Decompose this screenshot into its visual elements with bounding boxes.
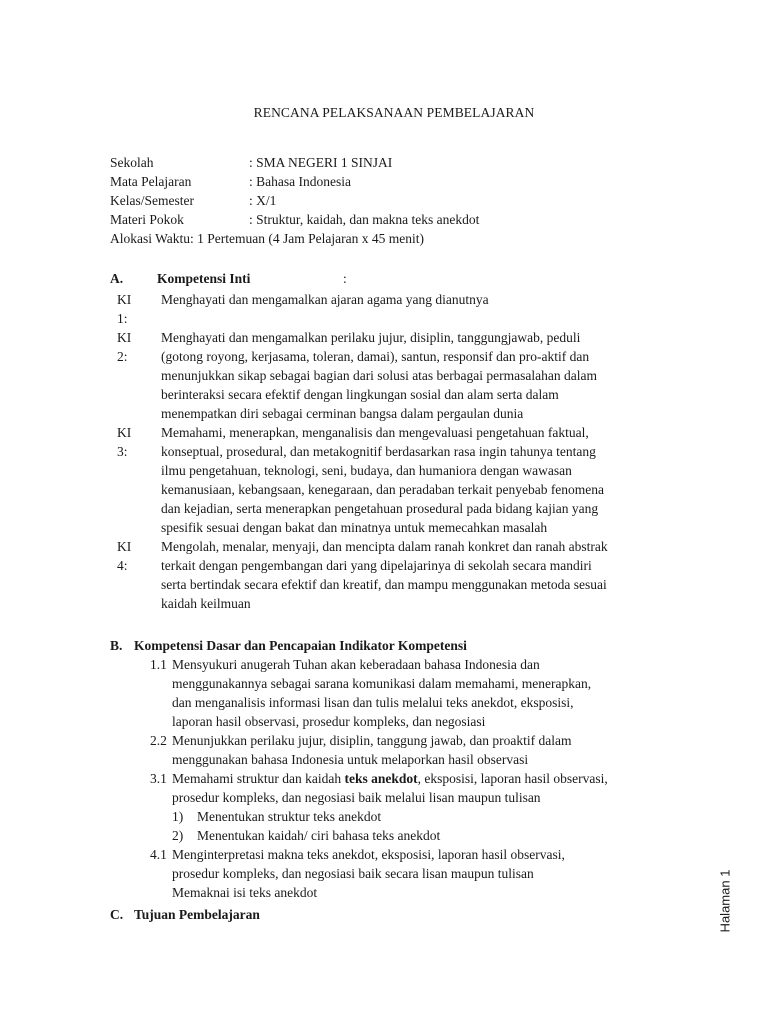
ki-code-index: 4:: [117, 558, 128, 573]
kd-body: [172, 845, 565, 883]
section-c-heading: [110, 905, 260, 924]
ki-text: [161, 423, 690, 537]
ki-line: Memahami, menerapkan, menganalisis dan mengevaluasi pengetahuan faktual,: [161, 425, 589, 440]
kd-number: 3.1: [150, 771, 167, 786]
section-a-heading: [110, 269, 690, 288]
ki-code-index: 1:: [117, 311, 128, 326]
identity-label: Sekolah: [110, 155, 154, 170]
ki-line: kemanusiaan, kebangsaan, kenegaraan, dan peradaban terkait penyebab fenomena: [161, 482, 605, 497]
ki-item-4: [110, 537, 690, 613]
indicator-item-2: [172, 826, 690, 845]
section-learning-objectives: [110, 905, 260, 924]
ki-code: [110, 423, 161, 537]
ki-code-index: 2:: [117, 349, 128, 364]
identity-value: : X/1: [249, 193, 277, 208]
ki-code-index: 3:: [117, 444, 128, 459]
ki-line: Menghayati dan mengamalkan perilaku jujur, disiplin, tanggungjawab, peduli: [161, 330, 581, 345]
section-title: Kompetensi Dasar dan Pencapaian Indikator Kompetensi: [134, 638, 467, 653]
ki-code: [110, 290, 161, 328]
ki-code: [110, 537, 161, 613]
section-title: Kompetensi Inti: [157, 271, 251, 286]
kd-number: 1.1: [150, 657, 167, 672]
kd-item-4-1: [150, 845, 690, 883]
ki-line: serta bertindak secara efektif dan kreatif, dan mampu menggunakan metoda sesuai: [161, 577, 607, 592]
kd-line: Menunjukkan perilaku jujur, disiplin, tanggung jawab, dan proaktif dalam: [172, 733, 572, 748]
kd-line: menggunakan bahasa Indonesia untuk melaporkan hasil observasi: [172, 752, 529, 767]
kd-line: prosedur kompleks, dan negosiasi baik melalui lisan maupun tulisan: [172, 790, 541, 805]
identity-label: Mata Pelajaran: [110, 174, 192, 189]
ki-code-label: KI: [117, 539, 132, 554]
ki-line: Mengolah, menalar, menyaji, dan mencipta dalam ranah konkret dan ranah abstrak: [161, 539, 608, 554]
section-title: Tujuan Pembelajaran: [134, 907, 260, 922]
ki-code-label: KI: [117, 425, 132, 440]
kd-line: prosedur kompleks, dan negosiasi baik secara lisan maupun tulisan: [172, 866, 534, 881]
kd-number: 2.2: [150, 733, 167, 748]
identity-label: Materi Pokok: [110, 212, 184, 227]
ki-code: [110, 328, 161, 423]
identity-row-subject: [110, 172, 479, 191]
identity-value: : SMA NEGERI 1 SINJAI: [249, 155, 393, 170]
kd-list: [150, 655, 690, 902]
section-number: C.: [110, 907, 124, 922]
identity-label: Kelas/Semester: [110, 193, 194, 208]
kd-line: laporan hasil observasi, prosedur kompleks, dan negosiasi: [172, 714, 486, 729]
kd-line: Menginterpretasi makna teks anekdot, eksposisi, laporan hasil observasi,: [172, 847, 565, 862]
identity-row-class: [110, 191, 479, 210]
section-basic-competence: [110, 636, 690, 902]
kd-line-rich: [172, 769, 608, 788]
ki-text: [161, 328, 690, 423]
ki-line: Menghayati dan mengamalkan ajaran agama yang dianutnya: [161, 292, 489, 307]
document-title: RENCANA PELAKSANAAN PEMBELAJARAN: [253, 105, 535, 120]
ki-item-3: [110, 423, 690, 537]
kd-text: Memahami struktur dan kaidah: [172, 771, 345, 786]
ki-code-label: KI: [117, 292, 132, 307]
ki-line: (gotong royong, kerjasama, toleran, damai), santun, responsif dan pro-aktif dan: [161, 349, 590, 364]
section-number: A.: [110, 271, 124, 286]
indicator-text: Menentukan struktur teks anekdot: [197, 809, 382, 824]
kd-number: 4.1: [150, 847, 167, 862]
kd-line: Mensyukuri anugerah Tuhan akan keberadaan bahasa Indonesia dan: [172, 657, 540, 672]
ki-line: dan kejadian, serta menerapkan pengetahuan prosedural pada bidang kajian yang: [161, 501, 599, 516]
ki-line: ilmu pengetahuan, teknologi, seni, budaya, dan humaniora dengan wawasan: [161, 463, 572, 478]
section-colon: :: [343, 271, 347, 286]
kd-text: , eksposisi, laporan hasil observasi,: [417, 771, 608, 786]
time-allocation: Alokasi Waktu: 1 Pertemuan (4 Jam Pelajaran x 45 menit): [110, 231, 424, 246]
kd-emphasis: teks anekdot: [344, 771, 418, 786]
kd-body: [172, 731, 572, 769]
identity-row-material: [110, 210, 479, 229]
kd-body: [172, 655, 591, 731]
ki-line: menempatkan diri sebagai cerminan bangsa dalam pergaulan dunia: [161, 406, 524, 421]
ki-line: kaidah keilmuan: [161, 596, 251, 611]
indicator-item-tail: Memaknai isi teks anekdot: [172, 885, 318, 900]
kd-item-1-1: [150, 655, 690, 731]
ki-line: berinteraksi secara efektif dengan lingkungan sosial dan alam serta dalam: [161, 387, 559, 402]
page-number-label: [715, 866, 735, 936]
ki-line: terkait dengan pengembangan dari yang dipelajarinya di sekolah secara mandiri: [161, 558, 592, 573]
identity-row-school: [110, 153, 479, 172]
indicator-text: Menentukan kaidah/ ciri bahasa teks anekdot: [197, 828, 441, 843]
ki-line: menunjukkan sikap sebagai bagian dari solusi atas berbagai permasalahan dalam: [161, 368, 597, 383]
section-core-competence: [110, 269, 690, 613]
ki-code-label: KI: [117, 330, 132, 345]
identity-value: : Struktur, kaidah, dan makna teks anekdot: [249, 212, 480, 227]
page-number-text: Halaman 1: [717, 869, 733, 933]
section-number: B.: [110, 638, 123, 653]
kd-item-2-2: [150, 731, 690, 769]
section-b-heading: [110, 636, 690, 655]
kd-body: [172, 769, 608, 807]
indicator-number: 1): [172, 809, 184, 824]
kd-line: menggunakannya sebagai sarana komunikasi dalam memahami, menerapkan,: [172, 676, 592, 691]
ki-line: konseptual, prosedural, dan metakognitif berdasarkan rasa ingin tahunya tentang: [161, 444, 596, 459]
kd-item-3-1: [150, 769, 690, 807]
indicator-item-1: [172, 807, 690, 826]
ki-line: spesifik sesuai dengan bakat dan minatnya untuk memecahkan masalah: [161, 520, 548, 535]
ki-item-1: [110, 290, 690, 328]
kd-line: dan menganalisis informasi lisan dan tulis melalui teks anekdot, eksposisi,: [172, 695, 574, 710]
identity-value: : Bahasa Indonesia: [249, 174, 351, 189]
indicator-number: 2): [172, 828, 184, 843]
ki-text: [161, 537, 690, 613]
identity-table: [110, 153, 479, 229]
ki-item-2: [110, 328, 690, 423]
ki-text: [161, 290, 690, 328]
